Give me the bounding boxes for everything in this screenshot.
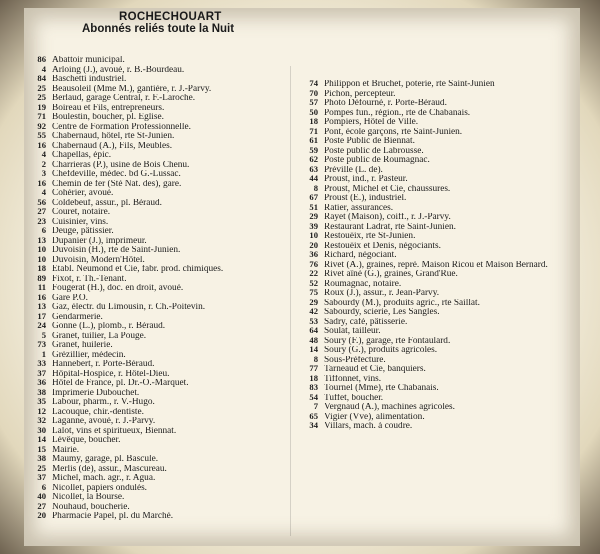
subscriber-name: Rivet (A.), graines, repré. Maison Ricou et Maison Bernard. bbox=[324, 260, 548, 269]
subscriber-name: Gendarmerie. bbox=[52, 312, 103, 321]
line-number: 59 bbox=[309, 144, 318, 155]
line-number: 37 bbox=[37, 472, 46, 482]
line-number: 55 bbox=[37, 130, 46, 140]
line-number: 24 bbox=[37, 320, 46, 330]
subscriber-name: Fougerat (H.), doc. en droit, avoué. bbox=[52, 284, 184, 293]
directory-entry bbox=[296, 184, 580, 194]
subscriber-name: Photo Défourné, r. Porte-Béraud. bbox=[324, 99, 447, 108]
line-number: 10 bbox=[37, 253, 46, 264]
subscriber-name: Laganne, avoué, r. J.-Parvy. bbox=[52, 417, 156, 426]
directory-entry bbox=[24, 74, 294, 84]
subscriber-name: Abattoir municipal. bbox=[52, 56, 125, 65]
line-number: 48 bbox=[309, 334, 318, 345]
directory-entry bbox=[296, 98, 580, 108]
subscriber-name: Vigier (Vve), alimentation. bbox=[324, 412, 425, 421]
subscriber-name: Pont, école garçons, rte Saint-Junien. bbox=[324, 127, 463, 136]
subscriber-name: Duvoisin, Modern'Hôtel. bbox=[52, 255, 145, 264]
line-number: 33 bbox=[37, 358, 46, 368]
line-number: 4 bbox=[41, 149, 46, 159]
subscriber-name: Grézillier, médecin. bbox=[52, 350, 126, 359]
directory-entry bbox=[24, 321, 294, 331]
subscriber-name: Gaz, électr. du Limousin, r. Ch.-Poitevin. bbox=[52, 303, 206, 312]
line-number: 89 bbox=[37, 272, 46, 283]
directory-entry bbox=[24, 435, 294, 445]
line-number: 1 bbox=[41, 348, 46, 359]
subscriber-name: Cuisinier, vins. bbox=[52, 217, 109, 226]
directory-entry bbox=[296, 165, 580, 175]
line-number: 23 bbox=[37, 215, 46, 226]
line-number: 29 bbox=[309, 296, 318, 307]
line-number: 16 bbox=[37, 291, 46, 302]
subscriber-name: Michel, mach. agr., r. Agua. bbox=[52, 474, 156, 483]
subscriber-name: Proust, Michel et Cie, chaussures. bbox=[324, 184, 451, 193]
subscriber-name: Dupanier (J.), imprimeur. bbox=[52, 236, 147, 245]
subscriber-name: Deuge, pâtissier. bbox=[52, 227, 114, 236]
subscriber-name: Centre de Formation Professionnelle. bbox=[52, 122, 191, 131]
subscriber-name: Coldebeuf, assur., pl. Béraud. bbox=[52, 198, 162, 207]
line-number: 57 bbox=[309, 97, 318, 107]
directory-entry bbox=[24, 502, 294, 512]
line-number: 29 bbox=[309, 211, 318, 221]
directory-entry bbox=[24, 207, 294, 217]
directory-entry bbox=[24, 426, 294, 436]
directory-entry bbox=[296, 212, 580, 222]
directory-entry bbox=[296, 336, 580, 346]
line-number: 76 bbox=[309, 258, 318, 269]
directory-entry bbox=[296, 136, 580, 146]
line-number: 38 bbox=[37, 453, 46, 463]
directory-entry bbox=[296, 193, 580, 203]
directory-entry bbox=[24, 179, 294, 189]
directory-entry bbox=[24, 217, 294, 227]
line-number: 36 bbox=[309, 249, 318, 259]
subscriber-name: Poste public de Roumagnac. bbox=[324, 156, 430, 165]
line-number: 53 bbox=[309, 315, 318, 326]
subscriber-name: Sous-Préfecture. bbox=[324, 355, 386, 364]
directory-entry bbox=[24, 103, 294, 113]
line-number: 18 bbox=[309, 116, 318, 126]
directory-entry bbox=[24, 340, 294, 350]
subscriber-name: Nicollet, papiers ondulés. bbox=[52, 483, 148, 492]
subscriber-name: Rayet (Maison), coiff., r. J.-Parvy. bbox=[324, 213, 451, 222]
subscriber-name: Merlis (de), assur., Mascureau. bbox=[52, 464, 167, 473]
subscriber-name: Hôtel de France, pl. Dr.-O.-Marquet. bbox=[52, 379, 189, 388]
line-number: 20 bbox=[37, 510, 46, 520]
line-number: 32 bbox=[37, 415, 46, 425]
line-number: 42 bbox=[309, 306, 318, 316]
directory-entry bbox=[24, 198, 294, 208]
subscriber-name: Richard, négociant. bbox=[324, 251, 397, 260]
line-number: 61 bbox=[309, 135, 318, 145]
subscriber-name: Sabourdy (M.), produits agric., rte Saillat. bbox=[324, 298, 480, 307]
line-number: 12 bbox=[37, 405, 46, 416]
line-number: 71 bbox=[309, 125, 318, 136]
subscriber-name: Etabl. Neumond et Cie, fabr. prod. chimiques. bbox=[52, 265, 224, 274]
left-column bbox=[24, 55, 294, 521]
directory-entry bbox=[296, 345, 580, 355]
subscriber-name: Lacouque, chir.-dentiste. bbox=[52, 407, 144, 416]
line-number: 17 bbox=[37, 310, 46, 321]
line-number: 37 bbox=[37, 367, 46, 378]
directory-entry bbox=[296, 269, 580, 279]
subscriber-name: Labour, pharm., r. V.-Hugo. bbox=[52, 398, 155, 407]
directory-entry bbox=[296, 307, 580, 317]
directory-entry bbox=[296, 231, 580, 241]
line-number: 39 bbox=[309, 220, 318, 231]
subscriber-name: Soulat, tailleur. bbox=[324, 327, 381, 336]
directory-entry bbox=[24, 131, 294, 141]
subscriber-name: Cohérier, avoué. bbox=[52, 189, 114, 198]
subscriber-name: Sabourdy, scierie, Les Sangles. bbox=[324, 308, 440, 317]
directory-entry bbox=[296, 355, 580, 365]
directory-entry bbox=[296, 412, 580, 422]
directory-entry bbox=[296, 279, 580, 289]
line-number: 64 bbox=[309, 325, 318, 335]
subscriber-name: Chemin de fer (Sté Nat. des), gare. bbox=[52, 179, 182, 188]
subscriber-name: Poste public de Labrousse. bbox=[324, 146, 424, 155]
subscriber-name: Chabernaud (A.), Fils, Meubles. bbox=[52, 141, 173, 150]
directory-entry bbox=[24, 84, 294, 94]
subscriber-name: Pichon, percepteur. bbox=[324, 89, 396, 98]
directory-entry bbox=[24, 378, 294, 388]
directory-page bbox=[24, 8, 580, 546]
subscriber-name: Proust (E.), industriel. bbox=[324, 194, 407, 203]
directory-entry bbox=[296, 317, 580, 327]
line-number: 75 bbox=[309, 287, 318, 297]
subscriber-name: Lévêque, boucher. bbox=[52, 436, 121, 445]
directory-entry bbox=[24, 236, 294, 246]
line-number: 13 bbox=[37, 301, 46, 311]
line-number: 10 bbox=[37, 244, 46, 254]
subscriber-name: Restouëix, rte St-Junien. bbox=[324, 232, 416, 241]
subscriber-name: Baschetti industriel. bbox=[52, 75, 127, 84]
page-subtitle: Abonnés reliés toute la Nuit bbox=[82, 23, 235, 35]
subscriber-name: Restaurant Ladrat, rte Saint-Junien. bbox=[324, 222, 456, 231]
line-number: 25 bbox=[37, 92, 46, 102]
subscriber-name: Boulestin, boucher, pl. Eglise. bbox=[52, 113, 164, 122]
line-number: 67 bbox=[309, 192, 318, 202]
directory-entry bbox=[296, 174, 580, 184]
directory-entry bbox=[24, 226, 294, 236]
directory-entry bbox=[296, 393, 580, 403]
subscriber-name: Hôpital-Hospice, r. Hôtel-Dieu. bbox=[52, 369, 170, 378]
directory-entry bbox=[24, 388, 294, 398]
directory-entry bbox=[24, 369, 294, 379]
subscriber-name: Poste Public de Biennat. bbox=[324, 137, 415, 146]
subscriber-name: Pharmacie Papel, pl. du Marché. bbox=[52, 512, 174, 521]
line-number: 70 bbox=[309, 87, 318, 98]
subscriber-name: Couret, notaire. bbox=[52, 208, 111, 217]
line-number: 14 bbox=[37, 434, 46, 444]
line-number: 56 bbox=[37, 196, 46, 207]
directory-entry bbox=[24, 464, 294, 474]
line-number: 8 bbox=[313, 353, 318, 364]
line-number: 74 bbox=[309, 78, 318, 88]
directory-entry bbox=[296, 127, 580, 137]
line-number: 63 bbox=[309, 163, 318, 174]
subscriber-name: Vergnaud (A.), machines agricoles. bbox=[324, 403, 455, 412]
directory-entry bbox=[296, 203, 580, 213]
subscriber-name: Arloing (J.), avoué, r. B.-Bourdeau. bbox=[52, 65, 185, 74]
directory-entry bbox=[296, 155, 580, 165]
subscriber-name: Tarneaud et Cie, banquiers. bbox=[324, 365, 426, 374]
subscriber-name: Boireau et Fils, entrepreneurs. bbox=[52, 103, 165, 112]
subscriber-name: Préville (L. de). bbox=[324, 165, 383, 174]
subscriber-name: Duvoisin (H.), rte de Saint-Junien. bbox=[52, 246, 181, 255]
directory-entry bbox=[24, 331, 294, 341]
line-number: 22 bbox=[309, 268, 318, 278]
line-number: 77 bbox=[309, 363, 318, 373]
directory-entry bbox=[296, 364, 580, 374]
subscriber-name: Sadry, café, pâtisserie. bbox=[324, 317, 408, 326]
line-number: 84 bbox=[37, 73, 46, 83]
directory-entry bbox=[296, 117, 580, 127]
line-number: 4 bbox=[41, 187, 46, 197]
subscriber-name: Roumagnac, notaire. bbox=[324, 279, 402, 288]
right-column bbox=[296, 79, 580, 431]
directory-entry bbox=[296, 402, 580, 412]
directory-entry bbox=[296, 108, 580, 118]
line-number: 11 bbox=[37, 282, 46, 292]
line-number: 36 bbox=[37, 377, 46, 387]
directory-entry bbox=[296, 421, 580, 431]
subscriber-name: Fixot, r. Th.-Tenant. bbox=[52, 274, 127, 283]
directory-entry bbox=[24, 169, 294, 179]
subscriber-name: Proust, ind., r. Pasteur. bbox=[324, 175, 408, 184]
directory-entry bbox=[24, 293, 294, 303]
line-number: 30 bbox=[37, 424, 46, 435]
line-number: 27 bbox=[37, 206, 46, 216]
subscriber-name: Pompiers, Hôtel de Ville. bbox=[324, 118, 419, 127]
subscriber-name: Chabernaud, hôtel, rte St-Junien. bbox=[52, 132, 175, 141]
directory-entry bbox=[296, 250, 580, 260]
directory-entry bbox=[296, 89, 580, 99]
subscriber-name: Beausoleil (Mme M.), gantière, r. J.-Parvy. bbox=[52, 84, 212, 93]
subscriber-name: Imprimerie Dubouchet. bbox=[52, 388, 140, 397]
line-number: 4 bbox=[41, 63, 46, 74]
directory-entry bbox=[24, 445, 294, 455]
directory-entry bbox=[24, 511, 294, 521]
line-number: 83 bbox=[309, 382, 318, 392]
directory-entry bbox=[296, 298, 580, 308]
line-number: 8 bbox=[313, 182, 318, 193]
directory-entry bbox=[24, 283, 294, 293]
line-number: 16 bbox=[37, 177, 46, 188]
directory-entry bbox=[296, 146, 580, 156]
subscriber-name: Granet, tuilier, La Pouge. bbox=[52, 331, 147, 340]
directory-entry bbox=[24, 255, 294, 265]
subscriber-name: Charrieras (P.), usine de Bois Chenu. bbox=[52, 160, 190, 169]
line-number: 44 bbox=[309, 173, 318, 183]
directory-entry bbox=[24, 274, 294, 284]
line-number: 86 bbox=[37, 54, 46, 64]
directory-entry bbox=[24, 141, 294, 151]
directory-entry bbox=[24, 350, 294, 360]
line-number: 73 bbox=[37, 339, 46, 349]
line-number: 18 bbox=[37, 263, 46, 273]
subscriber-name: Chefdeville, médec. bd G.-Lussac. bbox=[52, 170, 181, 179]
line-number: 34 bbox=[309, 420, 318, 430]
line-number: 19 bbox=[37, 101, 46, 112]
directory-entry bbox=[24, 483, 294, 493]
line-number: 54 bbox=[309, 391, 318, 402]
directory-entry bbox=[24, 312, 294, 322]
directory-entry bbox=[24, 65, 294, 75]
subscriber-name: Gare P.O. bbox=[52, 293, 88, 302]
line-number: 15 bbox=[37, 443, 46, 454]
subscriber-name: Rivet aîné (G.), graines, Grand'Rue. bbox=[324, 270, 458, 279]
directory-entry bbox=[24, 160, 294, 170]
directory-entry bbox=[24, 492, 294, 502]
directory-entry bbox=[296, 326, 580, 336]
subscriber-name: Chapellas, épic. bbox=[52, 151, 112, 160]
line-number: 2 bbox=[41, 158, 46, 169]
line-number: 7 bbox=[313, 401, 318, 411]
line-number: 92 bbox=[37, 120, 46, 131]
line-number: 5 bbox=[41, 329, 46, 340]
line-number: 3 bbox=[41, 168, 46, 178]
directory-entry bbox=[24, 188, 294, 198]
directory-entry bbox=[24, 122, 294, 132]
line-number: 52 bbox=[309, 277, 318, 288]
line-number: 50 bbox=[309, 106, 318, 117]
line-number: 71 bbox=[37, 111, 46, 121]
line-number: 16 bbox=[37, 139, 46, 150]
directory-entry bbox=[24, 245, 294, 255]
directory-entry bbox=[24, 454, 294, 464]
directory-entry bbox=[24, 55, 294, 65]
subscriber-name: Restouëix et Denis, négociants. bbox=[324, 241, 441, 250]
directory-entry bbox=[296, 222, 580, 232]
line-number: 35 bbox=[37, 396, 46, 406]
subscriber-name: Maumy, garage, pl. Bascule. bbox=[52, 455, 159, 464]
subscriber-name: Nouhaud, boucherie. bbox=[52, 502, 130, 511]
directory-entry bbox=[296, 260, 580, 270]
directory-entry bbox=[296, 288, 580, 298]
subscriber-name: Tournel (Mme), rte Chabanais. bbox=[324, 384, 439, 393]
subscriber-name: Ratier, assurances. bbox=[324, 203, 394, 212]
line-number: 20 bbox=[309, 239, 318, 250]
subscriber-name: Soury (G.), produits agricoles. bbox=[324, 346, 438, 355]
subscriber-name: Lalot, vins et spiritueux, Biennat. bbox=[52, 426, 177, 435]
directory-entry bbox=[24, 93, 294, 103]
directory-entry bbox=[24, 416, 294, 426]
subscriber-name: Villars, mach. à coudre. bbox=[324, 422, 413, 431]
line-number: 25 bbox=[37, 82, 46, 93]
line-number: 65 bbox=[309, 410, 318, 421]
subscriber-name: Pompes fun., région., rte de Chabanais. bbox=[324, 108, 471, 117]
line-number: 25 bbox=[37, 462, 46, 473]
line-number: 40 bbox=[37, 491, 46, 501]
subscriber-name: Berlaud, garage Central, r. F.-Laroche. bbox=[52, 94, 196, 103]
line-number: 51 bbox=[309, 201, 318, 212]
directory-entry bbox=[24, 150, 294, 160]
directory-entry bbox=[24, 264, 294, 274]
subscriber-name: Nicollet, la Bourse. bbox=[52, 493, 125, 502]
line-number: 10 bbox=[309, 230, 318, 240]
subscriber-name: Tuffet, boucher. bbox=[324, 393, 384, 402]
directory-entry bbox=[296, 383, 580, 393]
line-number: 6 bbox=[41, 481, 46, 492]
subscriber-name: Philippon et Bruchet, poterie, rte Saint-Junien bbox=[324, 80, 495, 89]
directory-entry bbox=[296, 79, 580, 89]
line-number: 27 bbox=[37, 500, 46, 511]
subscriber-name: Hannebert, r. Porte-Béraud. bbox=[52, 360, 155, 369]
directory-entry bbox=[24, 302, 294, 312]
directory-entry bbox=[24, 359, 294, 369]
subscriber-name: Tiffonnet, vins. bbox=[324, 374, 382, 383]
directory-entry bbox=[24, 112, 294, 122]
subscriber-name: Gonne (L.), plomb., r. Béraud. bbox=[52, 322, 166, 331]
directory-entry bbox=[296, 241, 580, 251]
line-number: 38 bbox=[37, 386, 46, 397]
line-number: 62 bbox=[309, 154, 318, 164]
subscriber-name: Soury (F.), garage, rte Fontaulard. bbox=[324, 336, 451, 345]
line-number: 6 bbox=[41, 225, 46, 235]
city-title: ROCHECHOUART bbox=[119, 11, 222, 23]
directory-entry bbox=[24, 407, 294, 417]
line-number: 13 bbox=[37, 234, 46, 245]
directory-entry bbox=[24, 397, 294, 407]
subscriber-name: Roux (J.), assur., r. Jean-Parvy. bbox=[324, 289, 440, 298]
directory-entry bbox=[296, 374, 580, 384]
line-number: 14 bbox=[309, 344, 318, 354]
subscriber-name: Granet, huilerie. bbox=[52, 341, 113, 350]
line-number: 18 bbox=[309, 372, 318, 383]
directory-entry bbox=[24, 473, 294, 483]
subscriber-name: Mairie. bbox=[52, 445, 80, 454]
